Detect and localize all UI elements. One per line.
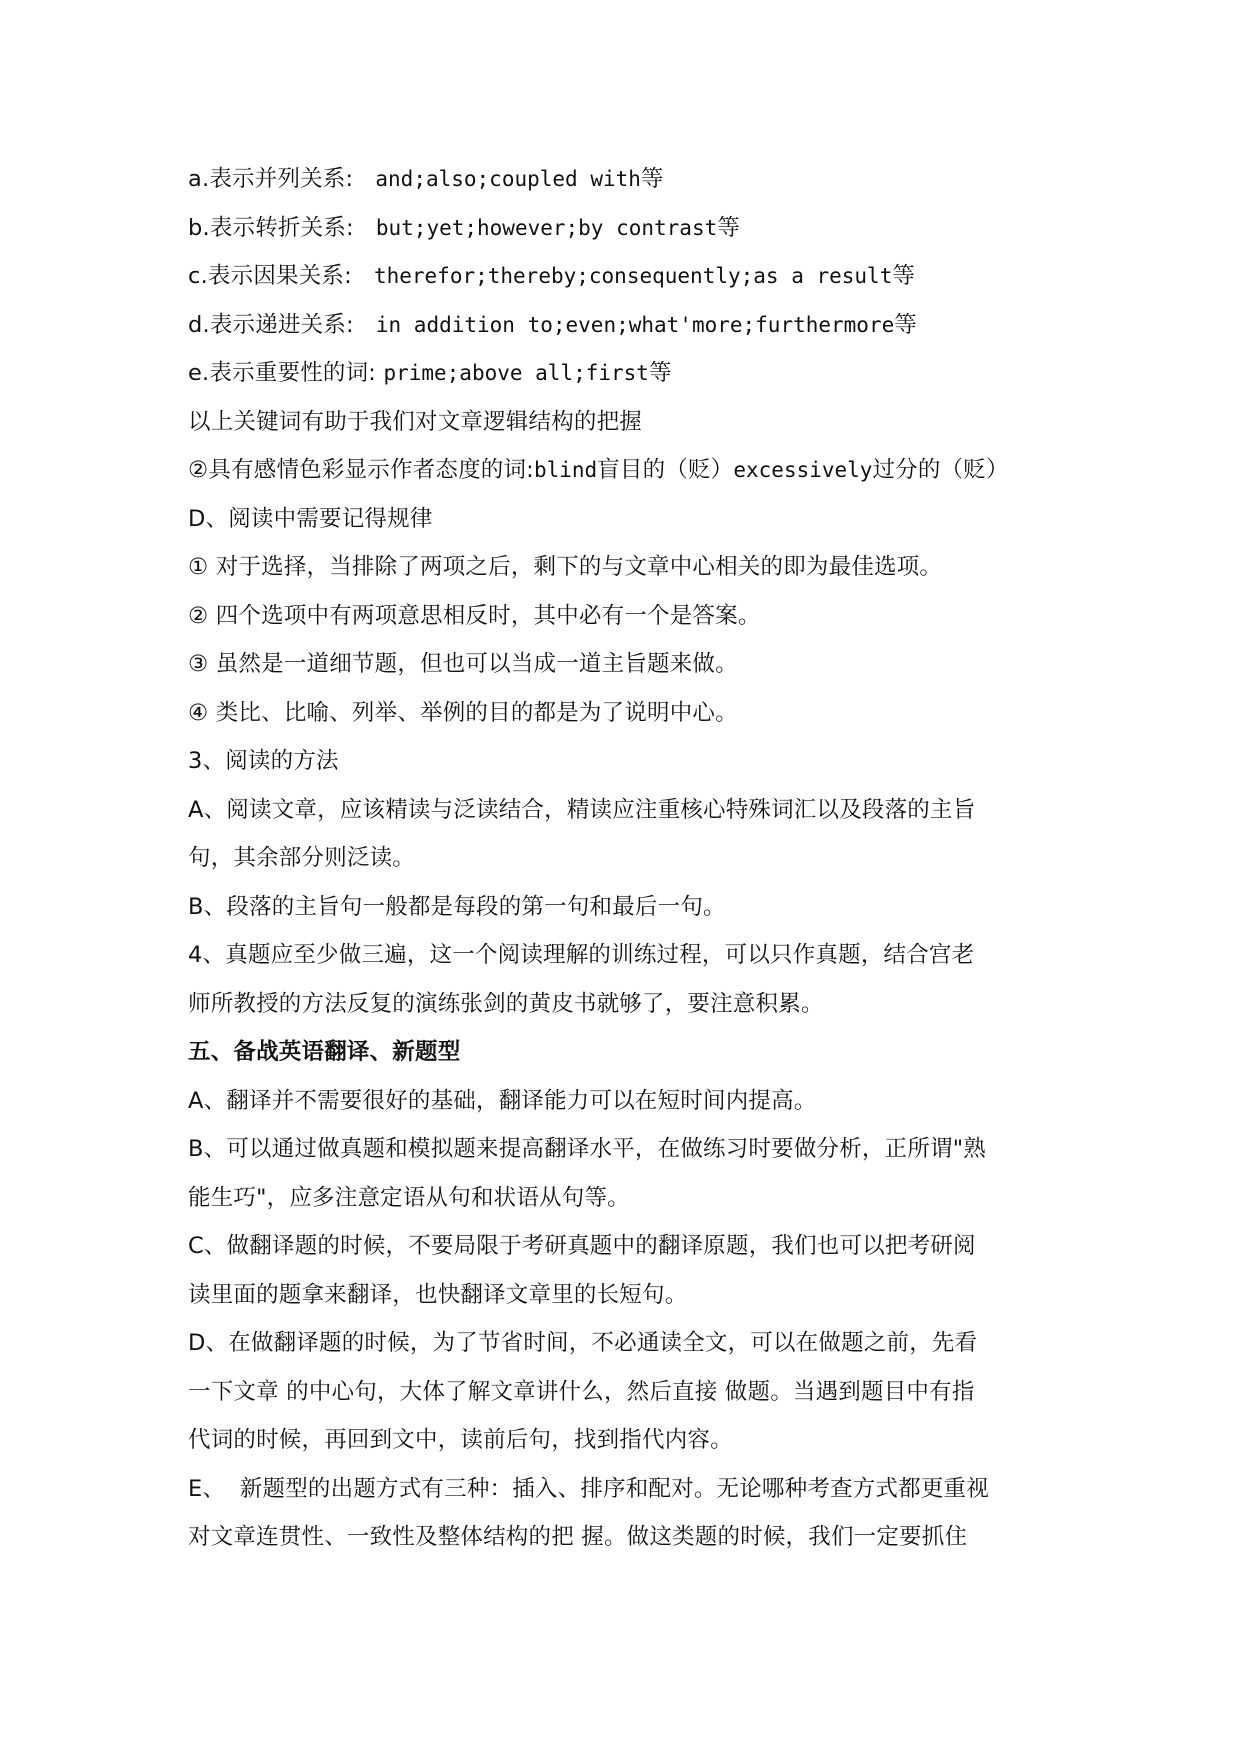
connector-progression — [188, 301, 1068, 350]
paragraph-line: A、翻译并不需要很好的基础，翻译能力可以在短时间内提高。 — [188, 1087, 817, 1114]
paragraph-line: B、段落的主旨句一般都是每段的第一句和最后一句。 — [188, 893, 726, 920]
paragraph-line: 师所教授的方法反复的演练张剑的黄皮书就够了，要注意积累。 — [188, 990, 824, 1017]
paragraph-line: C、做翻译题的时候，不要局限于考研真题中的翻译原题，我们也可以把考研阅 — [188, 1233, 976, 1259]
section-heading-3: 3、阅读的方法 — [188, 748, 339, 774]
line-suffix: 等 — [894, 311, 917, 338]
line-english: therefor;thereby;consequently;as a result — [373, 264, 893, 288]
line-label: a.表示并列关系: — [188, 166, 376, 192]
line-suffix: 等 — [892, 263, 916, 289]
connector-cause-effect — [188, 252, 1068, 301]
line-suffix: 等 — [640, 166, 664, 192]
document-body — [188, 155, 1068, 1562]
connector-importance — [188, 349, 1068, 398]
line-label: d.表示递进关系: — [188, 311, 376, 338]
line-label: b.表示转折关系: — [188, 214, 376, 241]
paragraph-line: 句，其余部分则泛读。 — [188, 845, 416, 871]
line-label: e.表示重要性的词: — [188, 360, 384, 386]
section-heading-d: D、阅读中需要记得规律 — [188, 505, 433, 532]
connector-contrast — [188, 204, 1068, 253]
paragraph-line: 代词的时候，再回到文中，读前后句，找到指代内容。 — [188, 1427, 733, 1453]
line-english: prime;above all;first — [383, 361, 649, 385]
rule-item-2: ② 四个选项中有两项意思相反时，其中必有一个是答案。 — [188, 602, 761, 629]
attitude-words-line — [188, 446, 1068, 495]
rule-item-3: ③ 虽然是一道细节题，但也可以当成一道主旨题来做。 — [188, 651, 738, 677]
paragraph-line: D、在做翻译题的时候，为了节省时间，不必通读全文，可以在做题之前，先看 — [188, 1330, 978, 1356]
paragraph-line: 读里面的题拿来翻译，也快翻译文章里的长短句。 — [188, 1281, 688, 1308]
paragraph-line: E、 新题型的出题方式有三种：插入、排序和配对。无论哪种考查方式都更重视 — [188, 1475, 989, 1502]
line-english-2: excessively — [733, 458, 873, 482]
section-heading-5: 五、备战英语翻译、新题型 — [188, 1039, 461, 1065]
connector-parallel — [188, 155, 1068, 204]
line-suffix: 盲目的（贬） — [597, 457, 734, 483]
line-english: blind — [533, 458, 598, 482]
paragraph-line: A、阅读文章，应该精读与泛读结合，精读应注重核心特殊词汇以及段落的主旨 — [188, 796, 976, 823]
line-label: c.表示因果关系: — [188, 263, 374, 289]
line-suffix-2: 过分的（贬） — [872, 457, 1009, 483]
paragraph-line: 4、真题应至少做三遍，这一个阅读理解的训练过程，可以只作真题，结合宫老 — [188, 942, 975, 968]
paragraph-line: B、可以通过做真题和模拟题来提高翻译水平，在做练习时要做分析，正所谓"熟 — [188, 1136, 986, 1162]
rule-item-1: ① 对于选择，当排除了两项之后，剩下的与文章中心相关的即为最佳选项。 — [188, 554, 943, 580]
line-suffix: 等 — [717, 214, 740, 241]
paragraph-line: 以上关键词有助于我们对文章逻辑结构的把握 — [188, 408, 643, 435]
line-english: but;yet;however;by contrast — [375, 215, 718, 240]
paragraph-line: 对文章连贯性、一致性及整体结构的把 握。做这类题的时候，我们一定要抓住 — [188, 1524, 968, 1550]
paragraph-line: 一下文章 的中心句，大体了解文章讲什么，然后直接 做题。当遇到题目中有指 — [188, 1378, 975, 1405]
line-label: ②具有感情色彩显示作者态度的词: — [188, 457, 534, 483]
line-suffix: 等 — [648, 360, 672, 386]
line-english: in addition to;even;what'more;furthermore — [375, 312, 895, 337]
rule-item-4: ④ 类比、比喻、列举、举例的目的都是为了说明中心。 — [188, 699, 738, 726]
line-english: and;also;coupled with — [375, 167, 641, 191]
paragraph-line: 能生巧"，应多注意定语从句和状语从句等。 — [188, 1184, 630, 1211]
